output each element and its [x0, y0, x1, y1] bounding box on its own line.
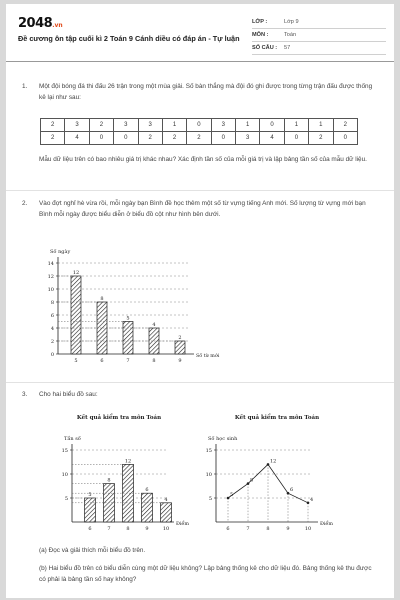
table-cell: 4: [65, 132, 89, 145]
table-cell: 2: [41, 132, 65, 145]
table-cell: 1: [162, 119, 186, 132]
table-cell: 3: [138, 119, 162, 132]
y-tick-label: 15: [205, 448, 212, 454]
y-axis-label: Số học sinh: [208, 436, 238, 442]
x-axis-label: Điểm: [176, 522, 189, 527]
chart-title: Kết quả kiểm tra môn Toán: [76, 415, 162, 421]
table-cell: 2: [89, 119, 113, 132]
data-label: 2: [178, 335, 182, 341]
question-text: Vào đợt nghỉ hè vừa rồi, mỗi ngày bạn Bình đề học thêm một số từ vựng tiếng Anh mới. Số lượng từ vựng mới bạn Bình mỗi ngày được biểu diễn ở biểu đồ cột như hình bên dưới.: [39, 200, 366, 218]
question-text: (a) Đọc và giải thích mỗi biểu đồ trên.: [39, 547, 146, 554]
logo-suffix: .vn: [52, 22, 63, 29]
y-axis-label: Số ngày: [50, 249, 71, 255]
table-cell: 4: [260, 132, 284, 145]
y-tick-label: 10: [205, 472, 212, 478]
meta-key: LỚP :: [252, 19, 268, 25]
table-cell: 1: [309, 119, 333, 132]
x-tick-label: 6: [88, 526, 92, 532]
table-cell: 0: [211, 132, 235, 145]
table-cell: 2: [309, 132, 333, 145]
data-point: [267, 463, 270, 466]
table-cell: 2: [333, 119, 358, 132]
x-tick-label: 8: [152, 358, 156, 364]
data-label: 8: [100, 296, 104, 302]
table-cell: 0: [260, 119, 284, 132]
data-label: 6: [290, 487, 294, 494]
data-point: [247, 482, 250, 485]
table-cell: 3: [211, 119, 235, 132]
divider: [6, 190, 394, 191]
meta-key: SỐ CÂU :: [252, 45, 278, 51]
x-tick-label: 7: [107, 526, 111, 532]
document-page: [6, 4, 394, 598]
x-axis-label: Số từ mới: [196, 354, 220, 359]
x-tick-label: 10: [304, 526, 312, 532]
bar: [71, 276, 81, 354]
y-tick-label: 12: [47, 274, 54, 280]
table-cell: 0: [187, 119, 211, 132]
site-logo[interactable]: [18, 16, 63, 31]
logo-number: 2048: [18, 16, 53, 31]
y-tick-label: 4: [50, 326, 54, 332]
question-number: 1.: [22, 83, 28, 90]
data-label: 12: [124, 458, 132, 465]
x-tick-label: 6: [100, 358, 104, 364]
meta-row-count: [252, 42, 386, 55]
question-text: Cho hai biểu đồ sau:: [39, 391, 98, 398]
meta-value: 57: [284, 45, 291, 51]
y-tick-label: 6: [50, 313, 54, 319]
y-tick-label: 5: [208, 496, 212, 502]
score-line-chart: [202, 410, 352, 540]
data-label: 8: [250, 477, 254, 484]
table-cell: 2: [138, 132, 162, 145]
y-tick-label: 2: [50, 339, 54, 345]
data-point: [307, 502, 310, 505]
x-tick-label: 6: [226, 526, 230, 532]
data-label: 5: [230, 492, 234, 498]
y-tick-label: 14: [47, 261, 54, 267]
y-tick-label: 5: [64, 496, 68, 502]
meta-row-class: [252, 16, 386, 29]
table-cell: 2: [41, 119, 65, 132]
x-tick-label: 8: [126, 526, 130, 532]
table-cell: 3: [236, 132, 260, 145]
data-label: 4: [152, 322, 156, 328]
meta-info: [252, 16, 386, 55]
meta-key: MÔN :: [252, 32, 269, 38]
vocab-bar-chart: [28, 232, 228, 382]
y-tick-label: 10: [61, 472, 68, 478]
goals-data-table: [40, 118, 358, 145]
bar: [123, 322, 133, 355]
y-tick-label: 10: [47, 287, 54, 293]
y-tick-label: 8: [50, 300, 54, 306]
x-tick-label: 10: [162, 526, 170, 532]
x-tick-label: 8: [266, 526, 270, 532]
meta-value: Lớp 9: [284, 19, 299, 25]
question-number: 2.: [22, 200, 28, 207]
table-row: [41, 119, 358, 132]
bar: [175, 341, 185, 354]
data-label: 12: [72, 270, 80, 276]
table-cell: 3: [65, 119, 89, 132]
data-label: 5: [88, 492, 92, 498]
table-row: [41, 132, 358, 145]
y-axis-label: Tần số: [64, 436, 81, 442]
table-cell: 0: [333, 132, 358, 145]
table-cell: 0: [284, 132, 308, 145]
bar: [142, 493, 153, 522]
data-label: 12: [270, 458, 277, 465]
meta-row-subject: [252, 29, 386, 42]
data-label: 5: [126, 315, 130, 322]
bar: [161, 503, 172, 522]
data-label: 6: [145, 487, 149, 494]
table-cell: 3: [114, 119, 138, 132]
table-cell: 0: [89, 132, 113, 145]
document-header: [6, 4, 394, 62]
x-tick-label: 5: [74, 358, 78, 364]
data-label: 8: [107, 477, 111, 484]
table-cell: 1: [236, 119, 260, 132]
meta-value: Toán: [284, 32, 297, 38]
x-axis-label: Điểm: [320, 522, 333, 527]
data-label: 4: [310, 496, 314, 503]
data-point: [287, 492, 290, 495]
x-tick-label: 9: [178, 358, 182, 364]
document-title: Đề cương ôn tập cuối kì 2 Toán 9 Cánh diều có đáp án - Tự luận: [18, 34, 240, 43]
divider: [6, 382, 394, 383]
y-tick-label: 15: [61, 448, 68, 454]
chart-title: Kết quả kiểm tra môn Toán: [234, 415, 320, 421]
table-cell: 0: [114, 132, 138, 145]
data-point: [227, 497, 230, 500]
table-cell: 2: [187, 132, 211, 145]
table-cell: 1: [284, 119, 308, 132]
question-number: 3.: [22, 391, 28, 398]
data-label: 4: [164, 496, 168, 503]
x-tick-label: 9: [145, 526, 149, 532]
y-tick-label: 0: [50, 352, 54, 358]
x-tick-label: 7: [246, 526, 250, 532]
table-cell: 2: [162, 132, 186, 145]
question-text: Mẫu dữ liệu trên có bao nhiêu giá trị khác nhau? Xác định tần số của mỗi giá trị và lập bảng tần số của mẫu dữ liệu.: [39, 156, 367, 163]
score-bar-chart: [44, 410, 194, 540]
question-text: (b) Hai biểu đồ trên có biểu diễn cùng một dữ liệu không? Lập bảng thống kê cho dữ liệu đó. Bảng thống kê thu được có phải là bảng tần số hay không?: [39, 565, 372, 583]
question-text: Một đội bóng đá thi đấu 26 trận trong một mùa giải. Số bàn thắng mà đội đó ghi được trong từng trận đấu được thống kê lại như sau:: [39, 83, 373, 101]
bar: [85, 498, 96, 522]
x-tick-label: 9: [286, 526, 290, 532]
x-tick-label: 7: [126, 358, 130, 364]
